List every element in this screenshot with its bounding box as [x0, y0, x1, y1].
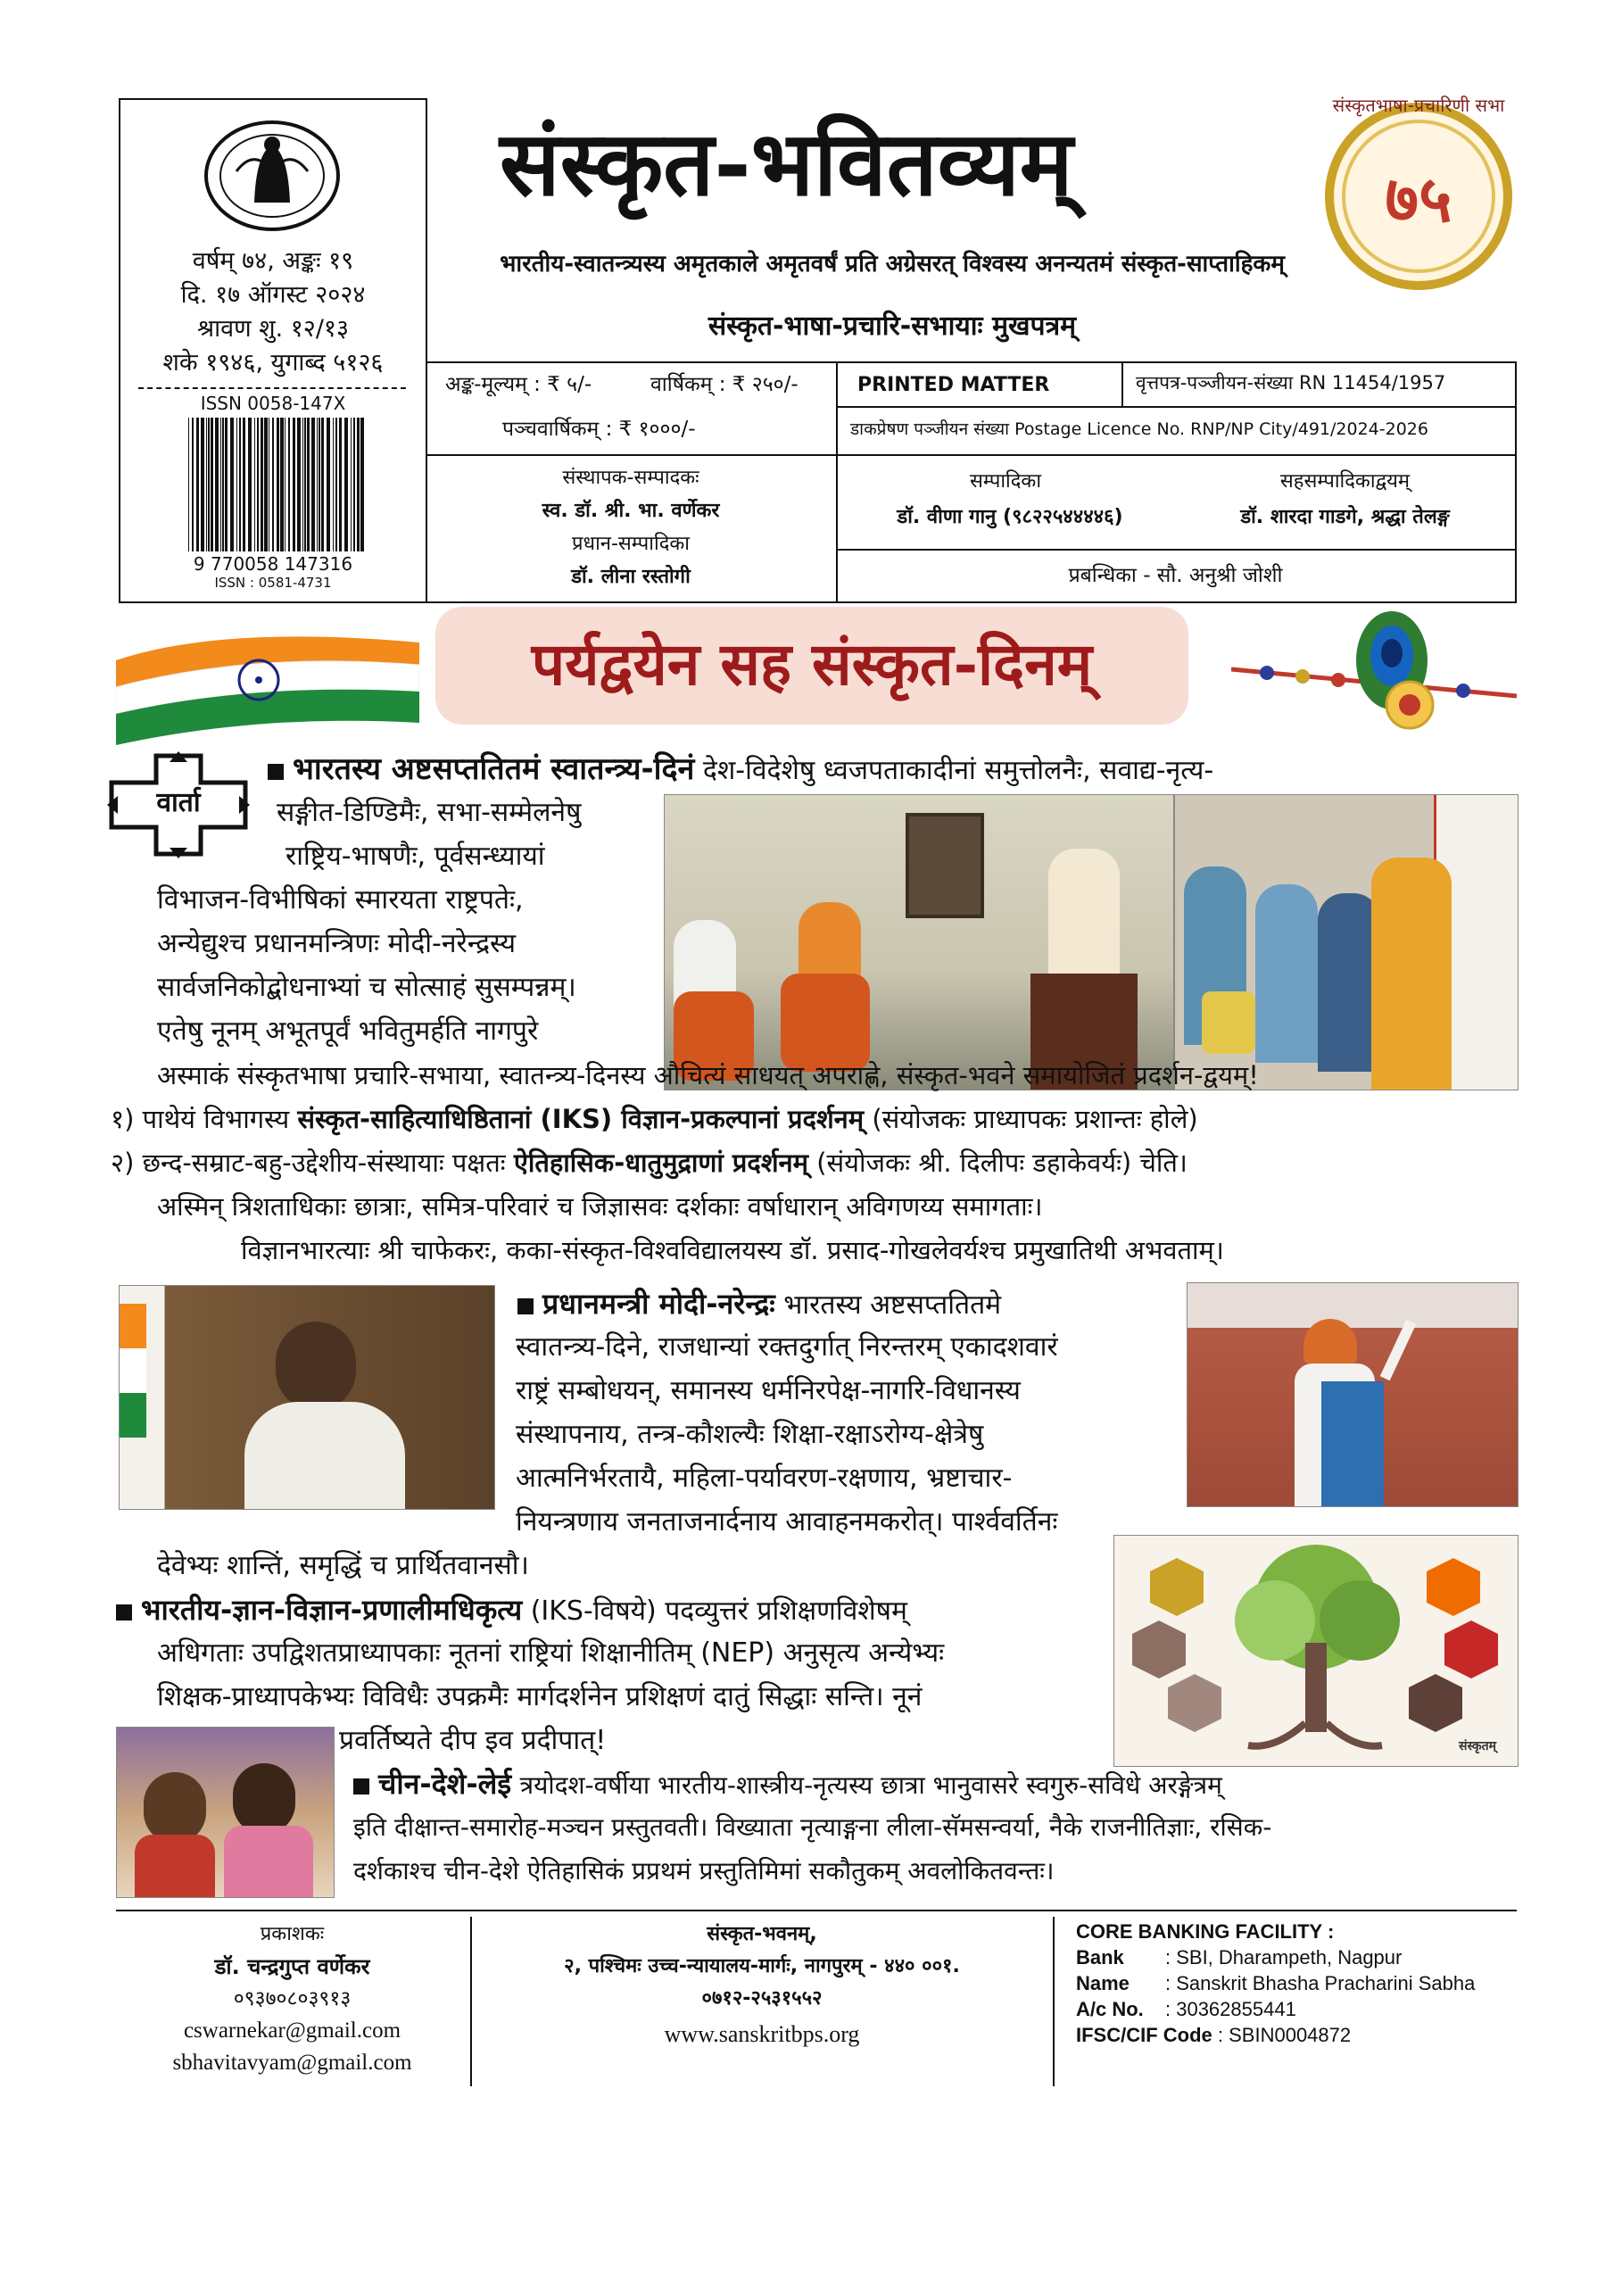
article1-text-3: राष्ट्रिय-भाषणैः, पूर्वसन्ध्यायां [286, 841, 545, 872]
publisher-name: डॉ. चन्द्रगुप्त वर्णेकर [214, 1954, 370, 1979]
masthead-left-box [119, 98, 427, 603]
barcode-bar [261, 418, 263, 551]
tree-label: संस्कृतम् [1459, 1739, 1497, 1753]
address-line: २, पश्चिमः उच्च-न्यायालय-मार्गः, नागपुरम् - ४४० ००१. [564, 1955, 960, 1977]
name-value: : Sanskrit Bhasha Pracharini Sabha [1165, 1972, 1476, 1994]
website-link[interactable]: www.sanskritbps.org [664, 2021, 860, 2047]
footer-divider-1 [470, 1917, 472, 2086]
barcode-bar [272, 418, 274, 551]
article1-line1 [268, 748, 1511, 792]
item2-post: (संयोजकः श्री. दिलीपः डहाकेवर्यः) चेति। [816, 1148, 1188, 1178]
address-title: संस्कृत-भवनम्, [707, 1923, 817, 1945]
bank-block [1076, 1919, 1517, 2048]
barcode-bar [192, 418, 194, 551]
barcode-number: 9 770058 147316 [193, 553, 353, 575]
knowledge-tree-icon [1114, 1536, 1518, 1766]
sabha-logo-icon [201, 118, 343, 234]
barcode-bar [360, 418, 364, 551]
name-label: Name [1076, 1972, 1130, 1994]
item1-number: १) [111, 1104, 135, 1134]
footer-divider-2 [1053, 1917, 1055, 2086]
barcode-bar [277, 418, 279, 551]
founder-name: स्व. डॉ. श्री. भा. वर्णेकर [542, 500, 720, 522]
article4-text-3: दर्शकाश्च चीन-देशे ऐतिहासिकं प्रप्रथमं प्रस्तुतिमिमां सकौतुकम् अवलोकितवन्तः। [353, 1856, 1055, 1886]
barcode-bar [339, 418, 342, 551]
photo-exhibition-stage [664, 794, 1174, 1090]
item1-pre: पाथेयं विभागस्य [142, 1104, 290, 1134]
barcode-bar [351, 418, 352, 551]
barcode-bar [188, 418, 189, 551]
barcode-bar [206, 418, 207, 551]
article4-text-1: त्रयोदश-वर्षीया भारतीय-शास्त्रीय-नृत्यस्य छात्रा भानुवासरे स्वगुरु-सविधे अरङ्गेत्रम् [519, 1770, 1222, 1800]
article2-text-5: आत्मनिर्भरतायै, महिला-पर्यावरण-रक्षणाय, भ्रष्टाचार- [516, 1463, 1013, 1494]
photo-dancer [116, 1727, 335, 1898]
ifsc-value: : SBIN0004872 [1217, 2024, 1352, 2046]
barcode-bar [344, 418, 348, 551]
barcode-bar [357, 418, 360, 551]
article4-text-2: इति दीक्षान्त-समारोह-मञ्चन प्रस्तुतवती। विख्याता नृत्याङ्गना लीला-सॅमसन्वर्या, नैके राजनीतिज्ञाः, रसिक- [353, 1812, 1272, 1842]
issue-shaka: शके १९४६, युगाब्द ५१२६ [162, 349, 384, 377]
barcode-bar [293, 418, 295, 551]
barcode-bar [225, 418, 228, 551]
item2-pre: छन्द-सम्राट-बहु-उद्देशीय-संस्थायाः पक्षतः [142, 1148, 506, 1178]
registration [1136, 370, 1445, 395]
article3-line1 [116, 1588, 1115, 1633]
barcode-bar [264, 418, 268, 551]
barcode-bar [311, 418, 315, 551]
article1-heading: भारतस्य अष्टसप्ततितमं स्वातन्त्र्य-दिनं [293, 751, 695, 787]
article3-text-1: (IKS-विषये) पदव्युत्तरं प्रशिक्षणविशेषम् [530, 1596, 907, 1627]
article1-item1 [111, 1098, 1520, 1140]
annual-price: वार्षिकम् : ₹ २५०/- [650, 373, 799, 396]
article2-text-1: भारतस्य अष्टसप्ततितमे [783, 1289, 1002, 1321]
item1-bold: संस्कृत-साहित्याधिष्ठितानां (IKS) विज्ञान-प्रकल्पानां प्रदर्शनम् [297, 1104, 865, 1134]
barcode-bar [220, 418, 221, 551]
article2-text-7: देवेभ्यः शान्तिं, समृद्धिं च प्रार्थितवानसौ। [157, 1550, 529, 1581]
barcode-bar [215, 418, 219, 551]
registration-number: RN 11454/1957 [1298, 372, 1446, 394]
issue-price: अङ्क-मूल्यम् : ₹ ५/- [445, 373, 592, 396]
acno-value: : 30362855441 [1165, 1998, 1296, 2020]
barcode-bar [201, 418, 204, 551]
info-grid [426, 361, 1517, 603]
publisher-block [116, 1919, 468, 2079]
barcode-bar [319, 418, 320, 551]
footer-rule [116, 1910, 1517, 1911]
flag-ribbon [116, 625, 419, 750]
postal-number: Postage Licence No. RNP/NP City/491/2024-2026 [1014, 419, 1428, 439]
article2-text-4: संस्थापनाय, तन्त्र-कौशल्यैः शिक्षा-रक्षाऽरोग्य-क्षेत्रेषु [516, 1419, 984, 1450]
publisher-email-2[interactable]: sbhavitavyam@gmail.com [172, 2051, 412, 2075]
issn-bottom: ISSN : 0581-4731 [214, 575, 332, 591]
dashed-divider [138, 387, 406, 389]
barcode-bar [243, 418, 245, 551]
item2-bold: ऐतिहासिक-धातुमुद्राणां प्रदर्शनम् [513, 1148, 808, 1178]
bullet-icon [268, 764, 284, 780]
headline-banner: पर्यद्वयेन सह संस्कृत-दिनम् [435, 607, 1188, 725]
article4-heading: चीन-देशे-लेई [378, 1767, 512, 1801]
barcode-bar [307, 418, 310, 551]
address-block [473, 1919, 1051, 2051]
article1-text-6: सार्वजनिकोद्बोधनाभ्यां च सोत्साहं सुसम्पन्नम्। [157, 972, 576, 1003]
photo-pm-red-fort [1187, 1282, 1519, 1507]
barcode-bar [196, 418, 199, 551]
barcode-bar [302, 418, 303, 551]
barcode-bar [236, 418, 237, 551]
article2-text-3: राष्ट्रं सम्बोधयन्, समानस्य धर्मनिरपेक्ष-नागरि-विधानस्य [516, 1375, 1021, 1406]
barcode-bar [304, 418, 306, 551]
registration-label: वृत्तपत्र-पञ्जीयन-संख्या [1136, 372, 1294, 394]
item2-number: २) [111, 1148, 135, 1178]
postal [850, 417, 1428, 440]
issue-date: दि. १७ ऑगस्ट २०२४ [180, 281, 366, 309]
editor-name: डॉ. वीणा गानु (९८२२५४४४४६) [897, 506, 1123, 528]
emblem-number: ७५ [1385, 161, 1452, 236]
article3-heading: भारतीय-ज्ञान-विज्ञान-प्रणालीमधिकृत्य [141, 1593, 523, 1627]
article1-item2 [111, 1141, 1520, 1184]
address-phone: ०७१२-२५३१५५२ [701, 1987, 823, 2010]
barcode-bar [239, 418, 241, 551]
bullet-icon [353, 1778, 369, 1795]
article2-line1 [517, 1282, 1178, 1327]
photo-students-visit [1174, 794, 1519, 1090]
tagline: भारतीय-स्वातन्त्र्यस्य अमृतकाले अमृतवर्षं प्रति अग्रेसरत् विश्वस्य अनन्यतमं संस्कृत-साप्ताहिकम् [500, 251, 1285, 278]
postal-label: डाकप्रेषण पञ्जीयन संख्या [850, 419, 1010, 439]
barcode-bar [222, 418, 224, 551]
barcode-bar [248, 418, 252, 551]
barcode-bar [211, 418, 213, 551]
chief-label: प्रधान-सम्पादिका [572, 533, 690, 555]
newspaper-title: संस्कृत-भवितव्यम् [500, 111, 1073, 216]
item1-post: (संयोजकः प्राध्यापकः प्रशान्तः होले) [872, 1104, 1198, 1134]
bank-title: CORE BANKING FACILITY : [1076, 1920, 1335, 1943]
article1-text-10: विज्ञानभारत्याः श्री चाफेकरः, कका-संस्कृत-विश्वविद्यालयस्य डॉ. प्रसाद-गोखलेवर्यश्च प्रमुखातिथी अभवताम्। [241, 1235, 1224, 1265]
barcode-bar [208, 418, 210, 551]
barcode-bar [254, 418, 255, 551]
rakhi-image [1231, 607, 1517, 736]
printed-matter: PRINTED MATTER [857, 374, 1050, 396]
article1-text-2: सङ्गीत-डिण्डिमैः, सभा-सम्मेलनेषु [277, 797, 582, 828]
chief-name: डॉ. लीना रस्तोगी [571, 566, 691, 588]
barcode-bar [317, 418, 318, 551]
emblem-text: संस्कृतभाषा-प्रचारिणी सभा [1332, 95, 1505, 116]
article1-text-5: अन्येद्युश्च प्रधानमन्त्रिणः मोदी-नरेन्द्रस्य [157, 928, 517, 959]
article2-text-6: नियन्त्रणाय जनताजनार्दनाय आवाहनमकरोत्। पार्श्ववर्तिनः [516, 1506, 1058, 1538]
barcode-bar [321, 418, 324, 551]
barcode-bar [230, 418, 234, 551]
photo-iks-tree [1113, 1535, 1519, 1767]
barcode-bar [285, 418, 286, 551]
bullet-icon [517, 1298, 534, 1314]
article3-text-3: शिक्षक-प्राध्यापकेभ्यः विविधैः उपक्रमैः मार्गदर्शनेन प्रशिक्षणं दातुं सिद्धाः सन्ति। नूनं [157, 1681, 923, 1712]
india-flag-icon [116, 625, 419, 750]
article3-text-4: प्रवर्तिष्यते दीप इव प्रदीपात्! [339, 1725, 607, 1756]
article3-text-2: अधिगताः उपद्विशतप्राध्यापकाः नूतनां राष्ट्रियां शिक्षानीतिम् (NEP) अनुसृत्य अन्येभ्यः [157, 1637, 945, 1669]
rakhi-peacock-feather-icon [1231, 607, 1517, 736]
photo-president [119, 1285, 495, 1510]
barcode-bar [327, 418, 330, 551]
varta-badge [107, 751, 250, 858]
barcode-bar [280, 418, 284, 551]
issue-tithi: श्रावण शु. १२/१३ [196, 315, 349, 343]
publisher-label: प्रकाशकः [260, 1923, 325, 1945]
barcode-bar [353, 418, 355, 551]
article1-text-1: देश-विदेशेषु ध्वजपताकादीनां समुत्तोलनैः, सवाद्य-नृत्य- [702, 755, 1214, 786]
article1-text-4: विभाजन-विभीषिकां स्मारयता राष्ट्रपतेः, [157, 884, 524, 916]
article4-line1 [353, 1762, 1522, 1807]
article2-text-2: स्वातन्त्र्य-दिने, राजधान्यां रक्तदुर्गात् निरन्तरम् एकादशवारं [516, 1331, 1058, 1363]
bank-value: : SBI, Dharampeth, Nagpur [1165, 1946, 1403, 1969]
publisher-phone: ०९३७०८०३९१३ [233, 1987, 352, 2010]
issn-top: ISSN 0058-147X [200, 393, 346, 414]
editor-label: सम्पादिका [969, 470, 1042, 493]
bank-label: Bank [1076, 1946, 1124, 1969]
varta-label: वार्ता [134, 785, 223, 821]
manager-line: प्रबन्धिका - सौ. अनुश्री जोशी [1068, 564, 1283, 587]
article2-heading: प्रधानमन्त्री मोदी-नरेन्द्रः [542, 1287, 775, 1321]
barcode-bar [297, 418, 301, 551]
bullet-icon [116, 1604, 132, 1620]
barcode [186, 418, 365, 551]
barcode-bar [257, 418, 259, 551]
mouthpiece-line: संस्कृत-भाषा-प्रचारि-सभायाः मुखपत्रम् [708, 311, 1077, 342]
barcode-bar [288, 418, 290, 551]
ifsc-label: IFSC/CIF Code [1076, 2024, 1212, 2046]
barcode-bar [333, 418, 334, 551]
acno-label: A/c No. [1076, 1998, 1144, 2020]
coeditors-label: सहसम्पादिकाद्वयम् [1279, 470, 1411, 493]
coeditors-names: डॉ. शारदा गाडगे, श्रद्धा तेलङ्ग [1240, 506, 1450, 528]
publisher-email-1[interactable]: cswarnekar@gmail.com [183, 2018, 401, 2043]
article1-text-9: अस्मिन् त्रिशताधिकाः छात्राः, समित्र-परिवारं च जिज्ञासवः दर्शकाः वर्षाधारान् अविगणय्य समागताः। [157, 1191, 1043, 1222]
issue-volume: वर्षम् ७४, अङ्कः १९ [192, 247, 354, 275]
article1-text-8: अस्माकं संस्कृतभाषा प्रचारि-सभाया, स्वातन्त्र्य-दिनस्य औचित्यं साधयत् अपराह्णे, संस्कृत-भवने समायोजितं प्रदर्शन-द्वयम्! [157, 1060, 1259, 1090]
barcode-bar [335, 418, 337, 551]
anniversary-emblem [1320, 95, 1517, 294]
five-year-price: पञ्चवार्षिकम् : ₹ १०००/- [502, 418, 696, 441]
article1-text-7: एतेषु नूनम् अभूतपूर्वं भवितुमर्हति नागपुरे [157, 1015, 539, 1047]
founder-label: संस्थापक-सम्पादकः [562, 467, 699, 489]
